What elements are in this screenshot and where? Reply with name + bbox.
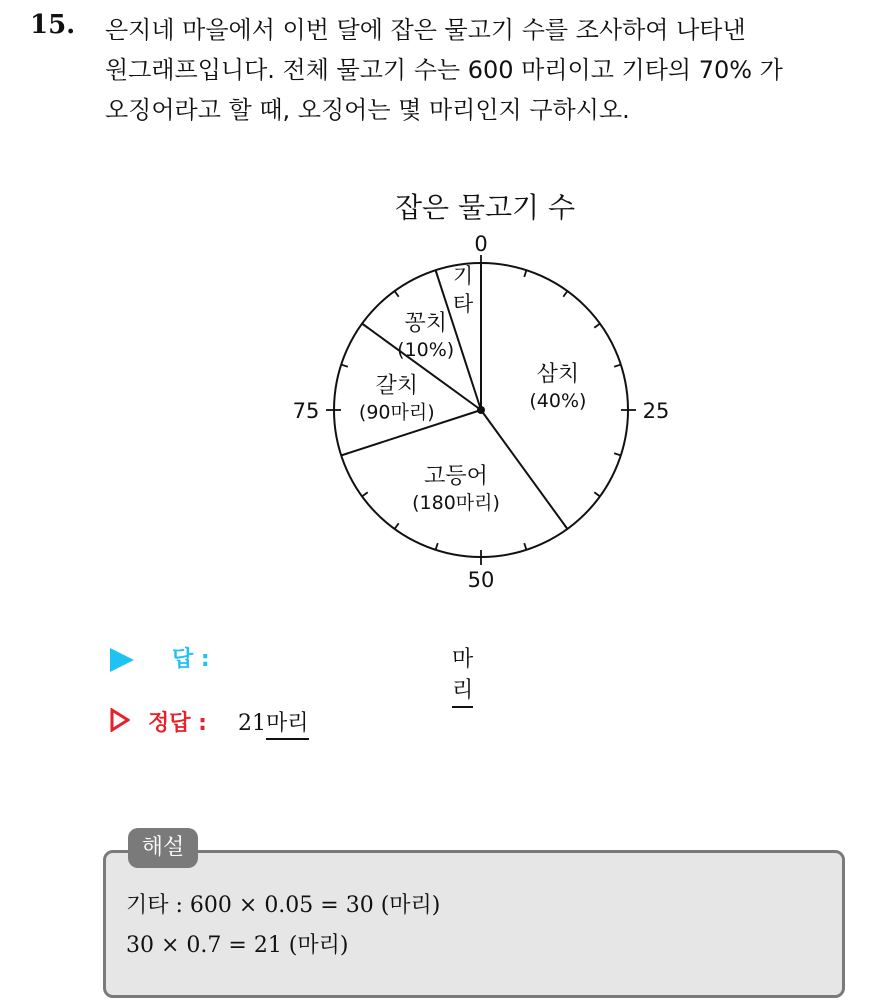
explanation-line-1: 기타 : 600 × 0.05 = 30 (마리) [126,893,441,918]
pie-chart [290,180,680,600]
answer-label: 답 : [172,647,210,672]
slice-label-name: 기 [452,263,474,288]
answer-unit: 마리 [452,642,473,708]
question-number: 15. [30,10,76,40]
chart-title: 잡은 물고기 수 [394,191,576,224]
minor-tick [524,543,526,550]
slice-label-value: (90마리) [358,401,435,424]
play-triangle-icon [110,648,134,672]
minor-tick [614,453,621,455]
explanation-tab: 해설 [128,828,198,868]
slice-label-name: 갈치 [375,373,419,399]
explanation-box [103,850,845,998]
slice-label-value: (40%) [529,390,587,413]
question-line-3: 오징어라고 할 때, 오징어는 몇 마리인지 구하시오. [105,96,630,124]
minor-tick [395,291,399,297]
question-line-1: 은지네 마을에서 이번 달에 잡은 물고기 수를 조사하여 나타낸 [105,16,746,44]
minor-tick [395,523,399,529]
minor-tick [594,324,600,328]
pie-chart-svg [290,180,680,600]
slice-label-name: 고등어 [424,463,488,489]
minor-tick [436,543,438,550]
scale-label-25: 25 [642,399,670,423]
minor-tick [563,291,567,297]
slice-label-value: (10%) [397,338,455,361]
solution-unit: 마리 [266,711,309,740]
question-line-2: 원그래프입니다. 전체 물고기 수는 600 마리이고 기타의 70% 가 [105,56,783,84]
slice-label-name: 삼치 [536,362,580,388]
outline-triangle-icon [110,708,130,732]
minor-tick [362,492,368,496]
solution-number: 21 [238,711,266,736]
minor-tick [614,365,621,367]
scale-label-50: 50 [467,568,495,592]
minor-tick [524,270,526,277]
scale-label-0: 0 [474,232,488,256]
explanation-line-2: 30 × 0.7 = 21 (마리) [126,933,349,958]
solution-label: 정답 : [148,711,207,736]
minor-tick [341,365,348,367]
slice-label-name: 타 [452,291,474,316]
pie-center-dot [477,406,485,414]
scale-label-75: 75 [292,399,320,423]
minor-tick [594,492,600,496]
solution-value [238,706,309,737]
slice-label-value: (180마리) [412,491,500,514]
question-text [105,10,865,130]
slice-label-name: 꽁치 [404,310,447,336]
